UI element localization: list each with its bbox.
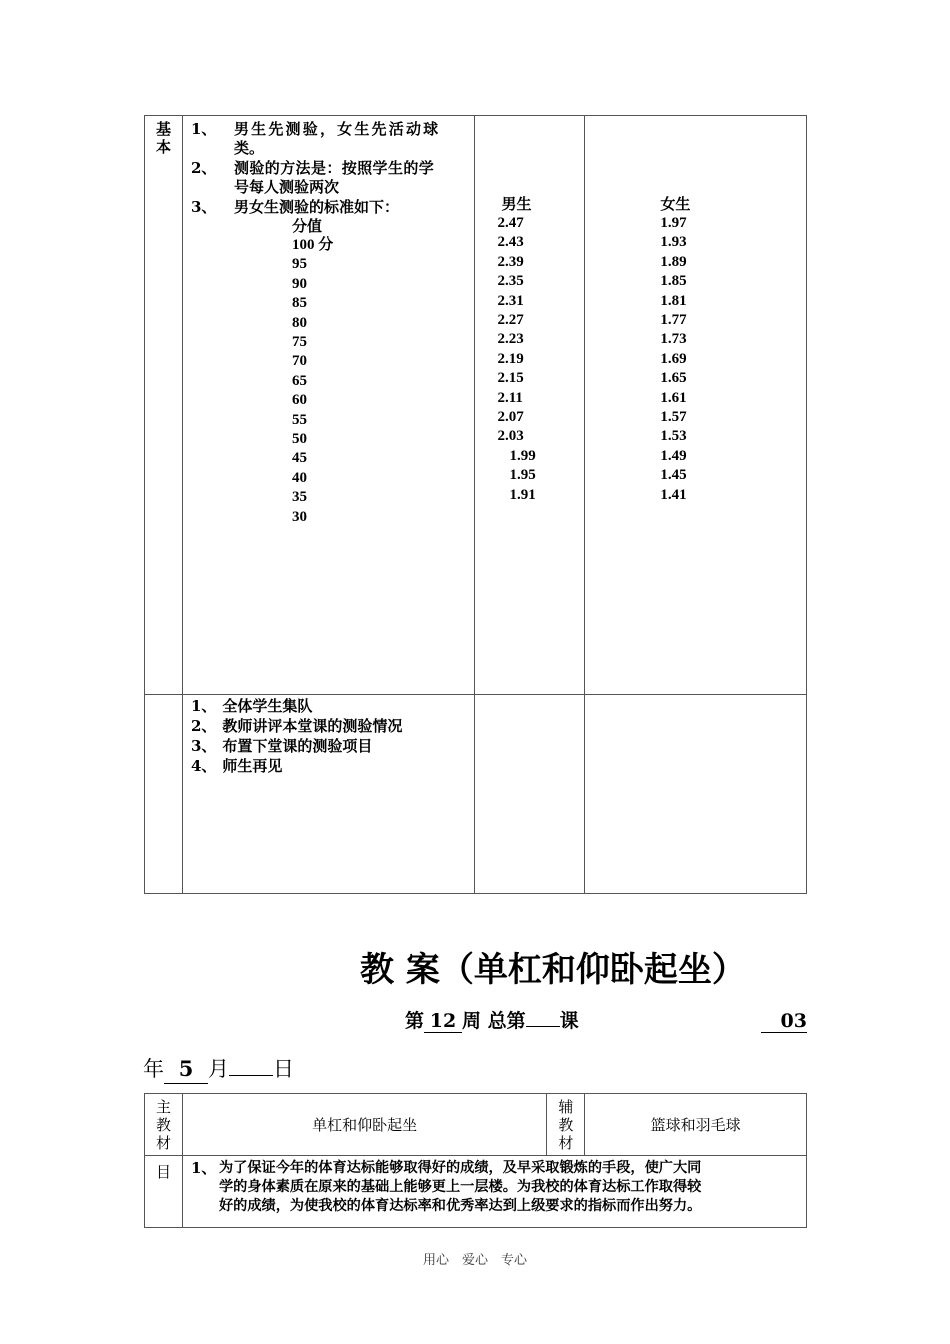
item-text-line: 测验的方法是：按照学生的学 — [233, 159, 435, 177]
item-text-line: 男生先测验，女生先活动球 — [233, 120, 441, 138]
day-label: 日 — [273, 1057, 294, 1081]
score-value: 60 — [291, 392, 307, 409]
week-number: 12 — [424, 1010, 462, 1033]
main-material-value: 单杠和仰卧起坐 — [312, 1116, 418, 1134]
female-value: 1.77 — [660, 312, 687, 329]
section-label: 基本 — [155, 120, 171, 156]
aux-material-value: 篮球和羽毛球 — [650, 1116, 741, 1134]
score-value: 40 — [291, 469, 307, 486]
goal-text-line: 好的成绩，为使我校的体育达标率和优秀率达到上级要求的指标而作出努力。 — [218, 1198, 702, 1214]
aux-material-label: 辅教材 — [558, 1098, 574, 1152]
male-standard-cell — [475, 116, 585, 695]
male-value: 2.35 — [497, 273, 524, 290]
aux-material-label-cell — [547, 1094, 585, 1156]
item-text-line: 号每人测验两次 — [233, 178, 339, 196]
item-number: 2、 — [190, 717, 217, 735]
female-value: 1.93 — [660, 234, 687, 251]
score-value: 50 — [291, 431, 307, 448]
goal-text-line: 为了保证今年的体育达标能够取得好的成绩，及早采取锻炼的手段，使广大同 — [218, 1160, 702, 1176]
male-value: 2.43 — [497, 234, 524, 251]
female-value-list — [660, 214, 686, 505]
section-label-cell — [145, 116, 183, 695]
female-value: 1.69 — [660, 350, 687, 367]
male-value: 2.23 — [497, 331, 524, 348]
closing-item — [191, 717, 402, 736]
score-value: 100 分 — [291, 237, 334, 253]
male-value: 2.07 — [497, 409, 524, 426]
female-value: 1.97 — [660, 215, 687, 231]
month-label: 月 — [208, 1057, 229, 1081]
female-value: 1.81 — [660, 292, 687, 309]
score-value: 95 — [291, 256, 307, 273]
male-value: 2.19 — [497, 350, 524, 367]
score-value: 65 — [291, 372, 307, 389]
month-value: 5 — [164, 1055, 208, 1084]
score-value: 80 — [291, 314, 307, 331]
section-label-cell — [145, 695, 183, 894]
empty-cell — [585, 695, 807, 894]
male-value: 2.15 — [497, 370, 524, 387]
male-value: 2.47 — [497, 215, 524, 231]
score-value: 45 — [291, 450, 307, 467]
year-label: 年 — [143, 1057, 164, 1081]
week-mid: 周 总第 — [462, 1010, 526, 1032]
goal-text-line: 学的身体素质在原来的基础上能够更上一层楼。为我校的体育达标工作取得较 — [218, 1179, 702, 1195]
goal-number: 1、 — [190, 1159, 217, 1177]
score-value: 55 — [291, 411, 307, 428]
female-value: 1.53 — [660, 428, 687, 445]
female-value: 1.85 — [660, 273, 687, 290]
date-line — [143, 1055, 294, 1084]
day-value — [229, 1075, 273, 1076]
main-material-cell — [182, 1094, 546, 1156]
page-footer: 用心 爱心 专心 — [422, 1253, 527, 1268]
female-value: 1.65 — [660, 370, 687, 387]
empty-cell — [475, 695, 585, 894]
female-standard-cell — [585, 116, 807, 695]
item-text-line: 男女生测验的标准如下： — [233, 198, 399, 216]
female-value: 1.57 — [660, 409, 687, 426]
male-value: 2.31 — [497, 292, 524, 309]
score-value: 90 — [291, 275, 307, 292]
main-material-label-cell — [145, 1094, 183, 1156]
closing-item — [191, 737, 372, 756]
lesson-title: 教 案（单杠和仰卧起坐） — [360, 950, 746, 990]
item-number: 1、 — [190, 120, 217, 138]
score-value: 75 — [291, 334, 307, 351]
lesson-number — [526, 1026, 560, 1027]
item-text: 师生再见 — [222, 757, 283, 775]
score-value: 70 — [291, 353, 307, 370]
lesson-content-table — [144, 115, 807, 894]
score-value: 30 — [291, 508, 307, 525]
male-value: 2.03 — [497, 428, 524, 445]
item-number: 1、 — [190, 697, 217, 715]
year-value: 03 — [761, 1010, 807, 1033]
goal-label: 目 — [155, 1163, 171, 1181]
item-number: 4、 — [190, 757, 217, 775]
closing-content-cell — [182, 695, 475, 894]
item-number: 3、 — [190, 737, 217, 755]
male-value: 1.91 — [509, 486, 536, 503]
closing-item — [191, 757, 282, 776]
item-number: 3、 — [190, 198, 217, 216]
aux-material-cell — [585, 1094, 807, 1156]
female-value: 1.61 — [660, 389, 687, 406]
male-header: 男生 — [501, 195, 532, 213]
score-value: 35 — [291, 489, 307, 506]
female-value: 1.45 — [660, 467, 687, 484]
male-value: 2.27 — [497, 312, 524, 329]
male-value: 1.95 — [509, 467, 536, 484]
score-list — [292, 236, 333, 527]
item-text-line: 类。 — [233, 139, 264, 157]
female-header: 女生 — [660, 195, 691, 213]
goal-label-cell — [145, 1156, 183, 1228]
male-value: 2.39 — [497, 253, 524, 270]
female-value: 1.89 — [660, 253, 687, 270]
closing-item — [191, 697, 312, 716]
item-number: 2、 — [190, 159, 217, 177]
teaching-material-table — [144, 1093, 807, 1228]
male-value: 2.11 — [497, 389, 523, 406]
female-value: 1.41 — [660, 486, 687, 503]
score-value: 85 — [291, 295, 307, 312]
week-suffix: 课 — [559, 1010, 579, 1032]
item-text: 教师讲评本堂课的测验情况 — [222, 717, 403, 735]
main-material-label: 主教材 — [155, 1098, 171, 1152]
male-value-list — [497, 214, 535, 505]
content-cell — [182, 116, 475, 695]
year-field — [761, 1008, 807, 1034]
week-prefix: 第 — [405, 1010, 425, 1032]
item-text: 布置下堂课的测验项目 — [222, 737, 373, 755]
score-header: 分值 — [291, 217, 322, 235]
goal-cell — [182, 1156, 806, 1228]
female-value: 1.73 — [660, 331, 687, 348]
item-text: 全体学生集队 — [222, 697, 313, 715]
female-value: 1.49 — [660, 447, 687, 464]
week-line — [405, 1008, 579, 1034]
male-value: 1.99 — [509, 447, 536, 464]
